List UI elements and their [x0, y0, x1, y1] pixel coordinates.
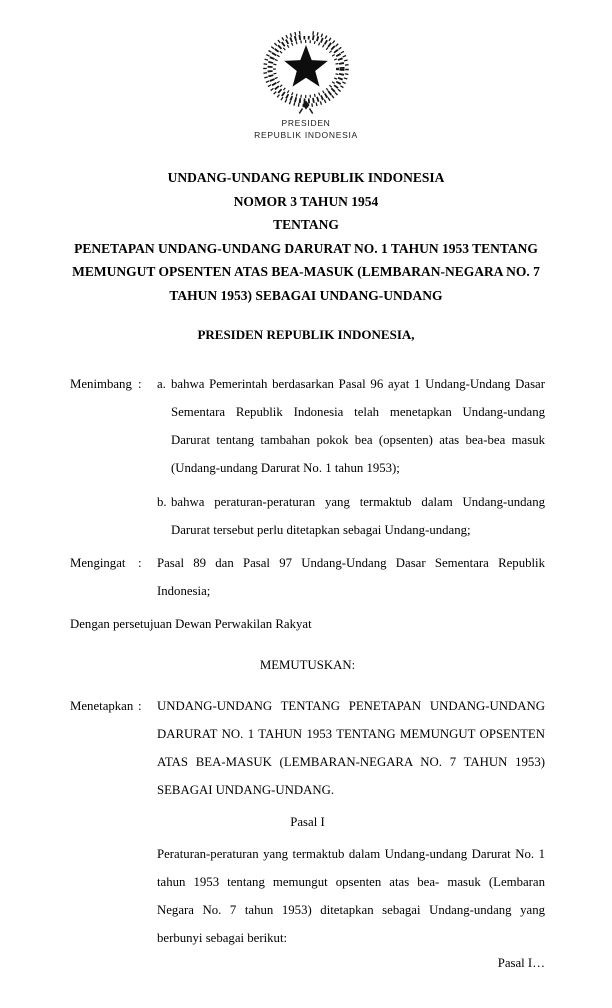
- enacting-label: Menetapkan: [70, 699, 134, 713]
- star-icon: [284, 45, 328, 87]
- considering-items: [157, 370, 545, 544]
- decision-heading: MEMUTUSKAN:: [259, 658, 356, 672]
- remembering-text: Pasal 89 dan Pasal 97 Undang-Undang Dasar Sementara Republik Indonesia;: [157, 556, 545, 598]
- letterhead-agency: [0, 118, 612, 141]
- title-line-4: PENETAPAN UNDANG-UNDANG DARURAT NO. 1 TAHUN 1953 TENTANG: [74, 240, 538, 256]
- title-line-6: TAHUN 1953) SEBAGAI UNDANG-UNDANG: [169, 287, 443, 303]
- considering-colon: :: [138, 377, 142, 391]
- item-b-marker: b.: [157, 495, 167, 509]
- title-line-3: TENTANG: [273, 217, 339, 232]
- presidential-emblem-icon: [254, 26, 358, 116]
- enacting-text: UNDANG-UNDANG TENTANG PENETAPAN UNDANG-UNDANG DARURAT NO. 1 TAHUN 1953 TENTANG MEMUNGUT OPSENTEN ATAS BEA-MASUK (LEMBARAN-NEGARA NO. 7 TAHUN 1953) SEBAGAI UNDANG-UNDANG.: [157, 699, 545, 797]
- remembering-label: Mengingat: [70, 556, 126, 570]
- document-title: [0, 166, 612, 307]
- considering-section: [70, 370, 545, 544]
- article-heading: Pasal I: [290, 815, 325, 829]
- agreement-line: Dengan persetujuan Dewan Perwakilan Rakyat: [70, 617, 312, 631]
- letterhead-line2: REPUBLIK INDONESIA: [254, 129, 358, 140]
- remembering-colon: :: [138, 556, 142, 570]
- title-line-1: UNDANG-UNDANG REPUBLIK INDONESIA: [167, 170, 445, 185]
- wreath-top-gap: [301, 27, 311, 36]
- enacting-colon: :: [138, 699, 142, 713]
- item-b-text: bahwa peraturan-peraturan yang termaktub dalam Undang-undang Darurat tersebut perlu ditetapkan sebagai Undang-undang;: [171, 495, 545, 537]
- item-a-marker: a.: [157, 377, 166, 391]
- letterhead: [0, 0, 612, 141]
- document-body: [70, 370, 545, 971]
- considering-item-a: [157, 370, 545, 482]
- considering-label: Menimbang: [70, 377, 132, 391]
- considering-item-b: [157, 488, 545, 544]
- title-line-2: NOMOR 3 TAHUN 1954: [233, 193, 379, 209]
- item-a-text: bahwa Pemerintah berdasarkan Pasal 96 ayat 1 Undang-Undang Dasar Sementara Republik Indonesia telah menetapkan Undang-undang Darurat tentang tambahan pokok bea (opsenten) atas bea-bea masuk (Undang-undang Darurat No. 1 tahun 1953);: [171, 377, 545, 475]
- letterhead-line1: PRESIDEN: [281, 118, 331, 128]
- remembering-section: [70, 549, 545, 605]
- article-body: Peraturan-peraturan yang termaktub dalam Undang-undang Darurat No. 1 tahun 1953 tentang memungut opsenten atas bea- masuk (Lembaran Negara No. 7 tahun 1953) ditetapkan sebagai Undang-undang yang berbunyi sebagai berikut:: [157, 847, 545, 945]
- enacting-section: [70, 692, 545, 804]
- title-line-5: MEMUNGUT OPSENTEN ATAS BEA-MASUK (LEMBARAN-NEGARA NO. 7: [72, 264, 540, 279]
- catchword: Pasal I…: [497, 956, 545, 970]
- preamble-heading: PRESIDEN REPUBLIK INDONESIA,: [197, 327, 415, 342]
